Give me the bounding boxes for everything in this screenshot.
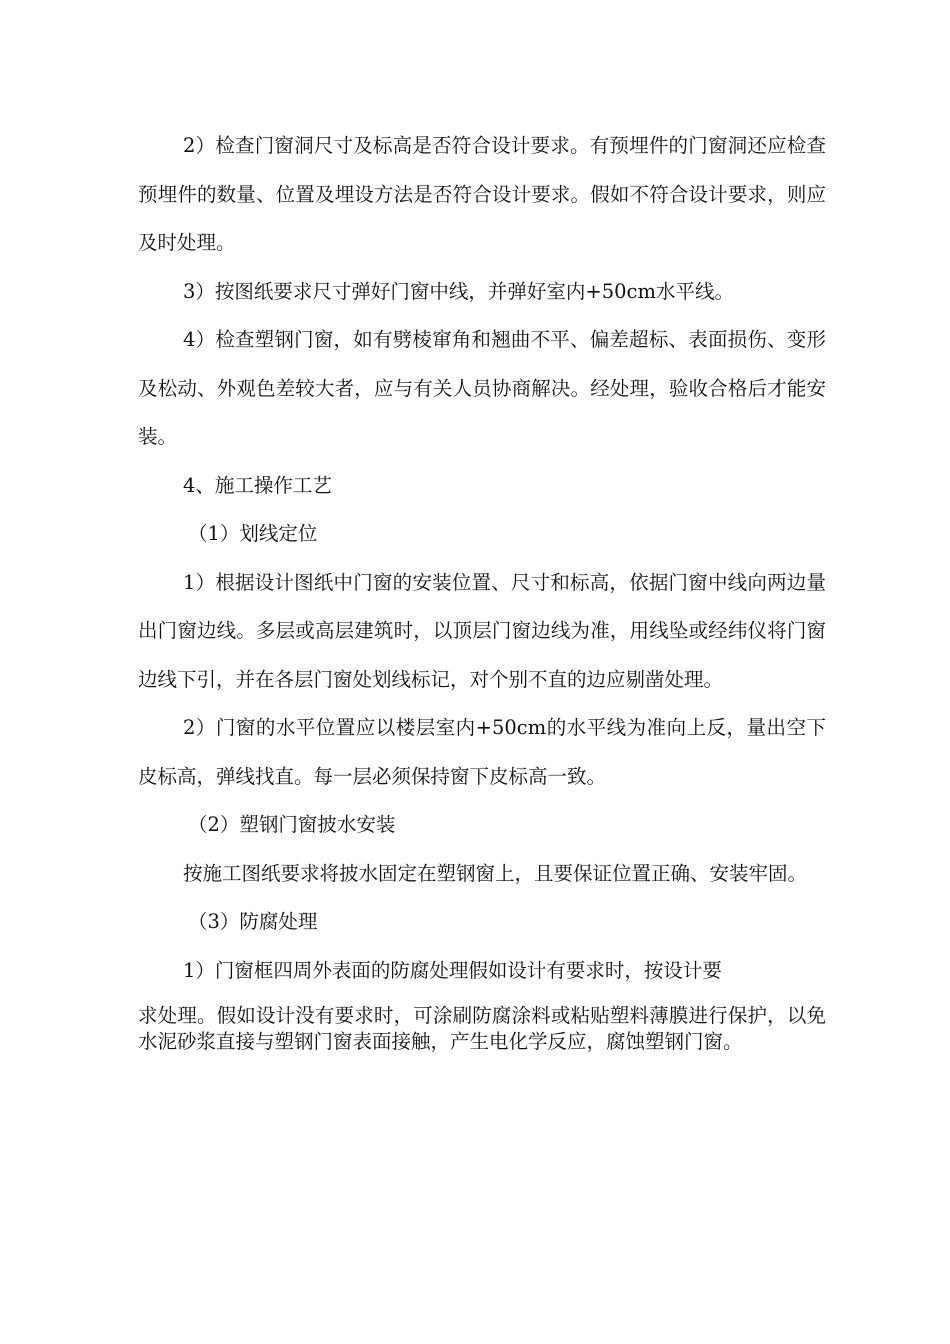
paragraph-drip-install: 按施工图纸要求将披水固定在塑钢窗上，且要保证位置正确、安装牢固。 [183,861,808,885]
paragraph-layout-2: 2）门窗的水平位置应以楼层室内+50cm的水平线为准向上反，量出空下皮标高，弹线找直。每一层必须保持窗下皮标高一致。 [138,716,826,788]
paragraph-check-windows: 4）检查塑钢门窗，如有劈棱窜角和翘曲不平、偏差超标、表面损伤、变形及松动、外观色差较大者，应与有关人员协商解决。经处理，验收合格后才能安装。 [138,328,826,448]
paragraph-center-line: 3）按图纸要求尺寸弹好门窗中线，并弹好室内+50cm水平线。 [183,279,734,303]
subheading-drip-install: （2）塑钢门窗披水安装 [188,813,396,836]
subheading-anticorrosion: （3）防腐处理 [188,910,318,933]
paragraph-anticorrosion-1: 1）门窗框四周外表面的防腐处理假如设计有要求时，按设计要 [183,958,722,982]
subheading-layout: （1）划线定位 [188,522,318,545]
paragraph-check-openings: 2）检查门窗洞尺寸及标高是否符合设计要求。有预埋件的门窗洞还应检查预埋件的数量、位置及埋设方法是否符合设计要求。假如不符合设计要求，则应及时处理。 [138,134,826,254]
paragraph-layout-1: 1）根据设计图纸中门窗的安装位置、尺寸和标高，依据门窗中线向两边量出门窗边线。多层或高层建筑时，以顶层门窗边线为准，用线坠或经纬仪将门窗边线下引，并在各层门窗处划线标记，对个别不直的边应剔凿处理。 [138,570,826,691]
paragraph-anticorrosion-1-cont: 求处理。假如设计没有要求时，可涂刷防腐涂料或粘贴塑料薄膜进行保护，以免水泥砂浆直接与塑钢门窗表面接触，产生电化学反应，腐蚀塑钢门窗。 [138,1004,826,1053]
section-heading-process: 4、施工操作工艺 [183,473,332,497]
document-page [138,122,826,1055]
